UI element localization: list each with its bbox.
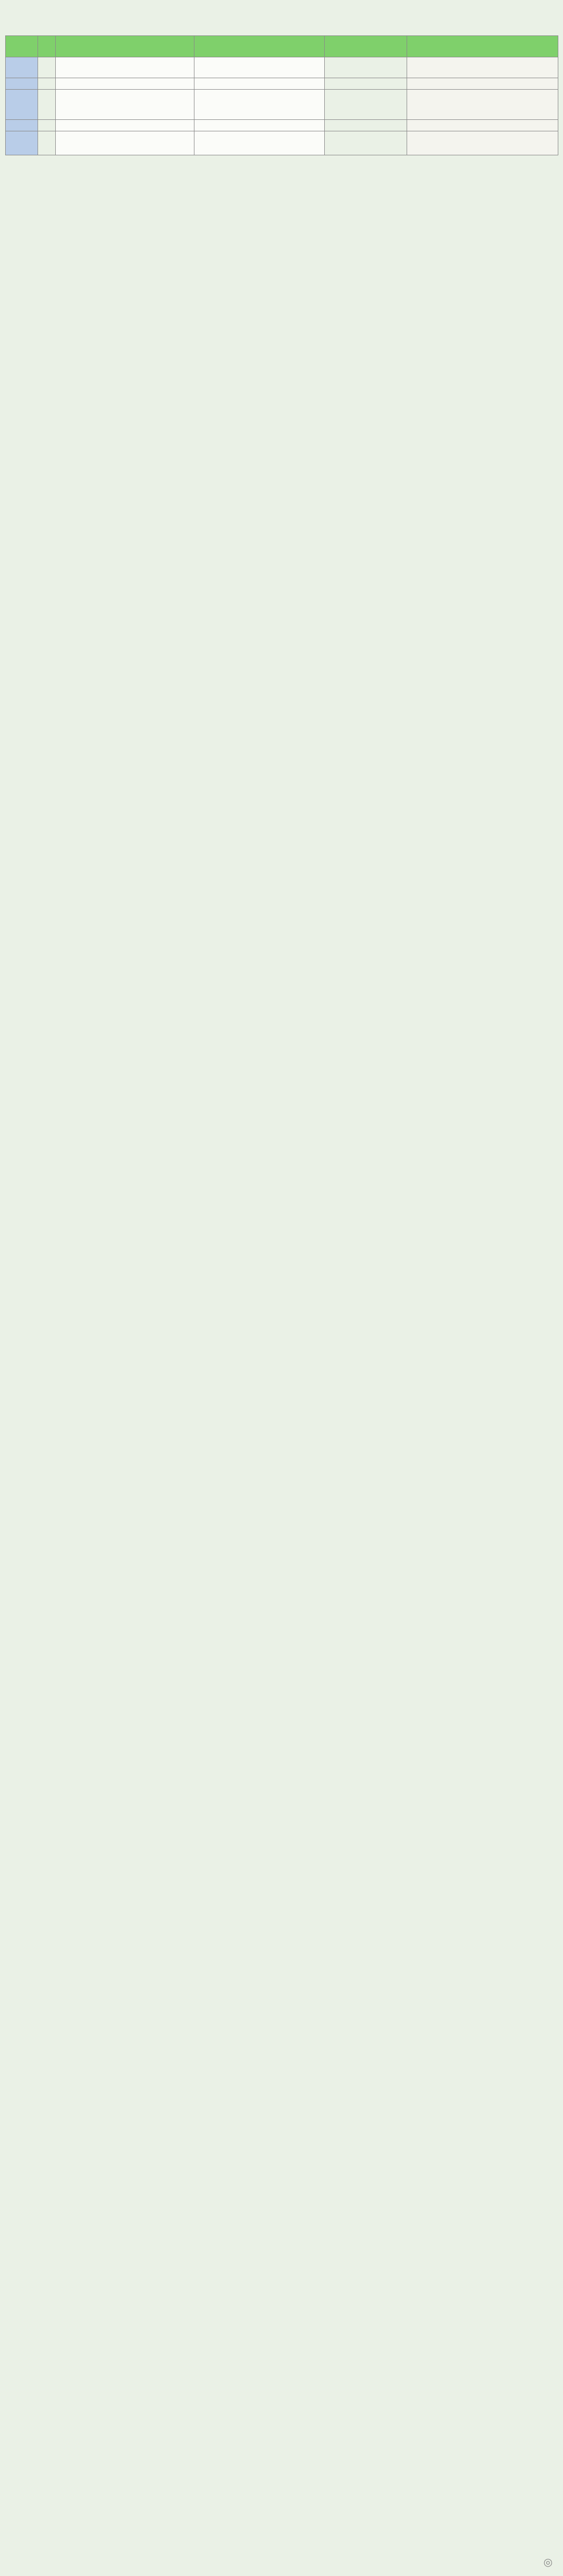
wechat-icon: ◎ <box>543 2557 553 2568</box>
table-row <box>6 120 558 131</box>
cell-notes <box>407 120 558 131</box>
cell-amount <box>325 57 407 78</box>
cell-overview <box>194 78 325 90</box>
cell-overview <box>194 90 325 120</box>
cell-amount <box>325 90 407 120</box>
cell-project-name <box>56 78 194 90</box>
cell-amount <box>325 120 407 131</box>
column-header-notes <box>407 36 558 57</box>
cell-project-name <box>56 57 194 78</box>
cell-amount <box>325 78 407 90</box>
table-body <box>6 57 558 155</box>
table-row <box>6 57 558 78</box>
cell-notes <box>407 57 558 78</box>
cell-overview <box>194 120 325 131</box>
cell-notes <box>407 131 558 155</box>
projects-table <box>5 35 558 155</box>
cell-index <box>38 78 56 90</box>
cell-index <box>38 57 56 78</box>
cell-project-name <box>56 120 194 131</box>
footer-watermark <box>544 2556 553 2569</box>
column-header-province <box>6 36 38 57</box>
cell-project-name <box>56 131 194 155</box>
cell-index <box>38 131 56 155</box>
cell-project-name <box>56 90 194 120</box>
cell-province <box>6 90 38 120</box>
cell-amount <box>325 131 407 155</box>
table-header-row <box>6 36 558 57</box>
column-header-name <box>56 36 194 57</box>
cell-index <box>38 120 56 131</box>
table-row <box>6 131 558 155</box>
cell-overview <box>194 57 325 78</box>
table-row <box>6 90 558 120</box>
page-header <box>0 0 563 35</box>
cell-province <box>6 78 38 90</box>
cell-notes <box>407 90 558 120</box>
column-header-overview <box>194 36 325 57</box>
table-row <box>6 78 558 90</box>
cell-province <box>6 120 38 131</box>
column-header-amount <box>325 36 407 57</box>
cell-overview <box>194 131 325 155</box>
cell-province <box>6 131 38 155</box>
cell-index <box>38 90 56 120</box>
cell-province <box>6 57 38 78</box>
column-header-index <box>38 36 56 57</box>
cell-notes <box>407 78 558 90</box>
